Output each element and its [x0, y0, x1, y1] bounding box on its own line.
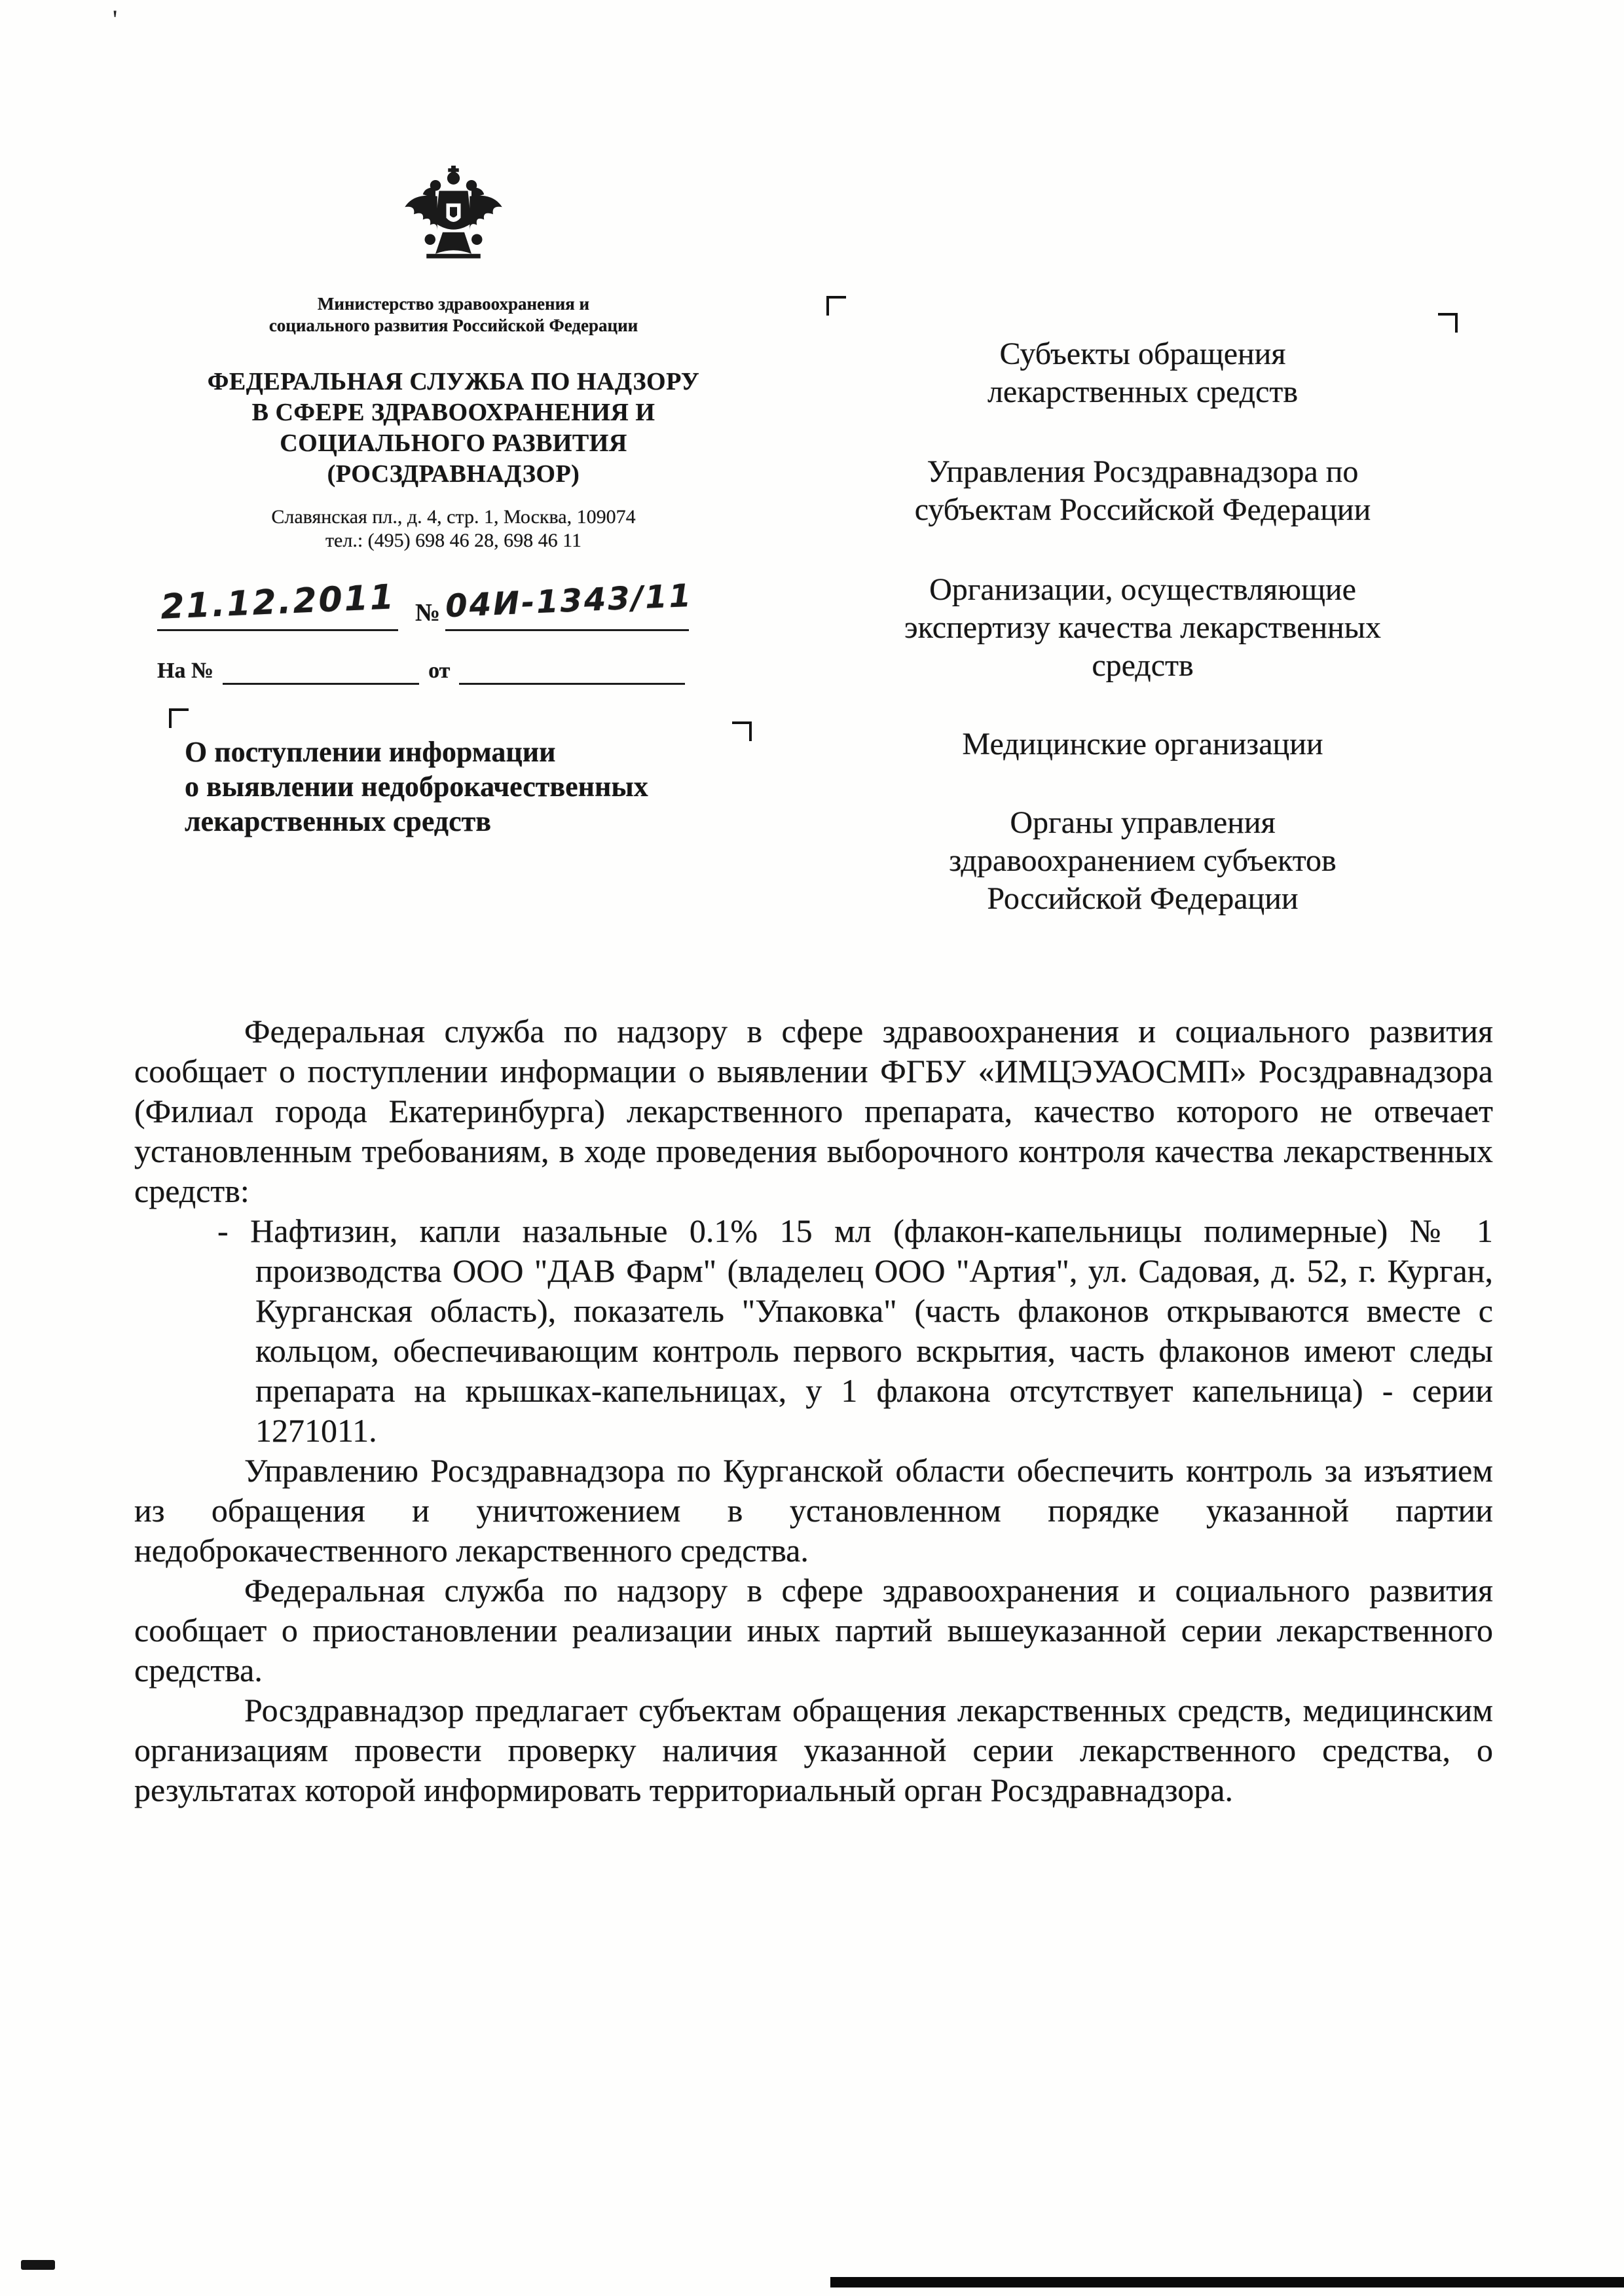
- subject-line: о выявлении недоброкачественных: [185, 771, 648, 803]
- incoming-ref-row: [157, 657, 685, 685]
- incoming-ref-blank: [223, 657, 419, 685]
- defect-list-item: - Нафтизин, капли назальные 0.1% 15 мл (флакон-капельницы полимерные) № 1 производства ООО "ДАВ Фарм" (владелец ООО "Артия", ул. Садовая, д. 52, г. Курган, Курганская область), показатель "Упаковка" (часть флаконов открываются вместе с кольцом, обеспечивающим контроль первого вскрытия, часть флаконов имеют следы препарата на крышках-капельницах, у 1 флакона отсутствует капельница) - серии 1271011.: [217, 1212, 1493, 1449]
- subject-block: [185, 735, 722, 839]
- handwritten-letter-number: 04И-1343/11: [445, 577, 694, 625]
- corner-mark: [826, 296, 846, 316]
- recipient-block: [805, 335, 1480, 411]
- ministry-name: [154, 293, 753, 337]
- incoming-ref-from-label: от: [428, 659, 451, 683]
- recipient-line: Органы управления: [1010, 805, 1276, 840]
- corner-mark: [732, 721, 752, 741]
- recipient-block: [805, 804, 1480, 918]
- ministry-name-line: Министерство здравоохранения и: [317, 294, 590, 314]
- subject-line: лекарственных средств: [185, 805, 491, 837]
- subject-line: О поступлении информации: [185, 736, 556, 768]
- corner-mark: [169, 708, 189, 728]
- agency-name-line: (РОСЗДРАВНАДЗОР): [327, 460, 580, 488]
- letter-body: [134, 1011, 1493, 1810]
- body-paragraph: Федеральная служба по надзору в сфере здравоохранения и социального развития сообщает о поступлении информации о выявлении ФГБУ «ИМЦЭУАОСМП» Росздравнадзора (Филиал города Екатеринбурга) лекарственного препарата, качество которого не отвечает установленным требованиям, в ходе проведения выборочного контроля качества лекарственных средств:: [134, 1013, 1493, 1209]
- scan-speck-bottom-left: [21, 2260, 55, 2270]
- scan-artifact-bar: [830, 2277, 1624, 2287]
- letterhead: [154, 164, 753, 553]
- number-blank-line: [445, 577, 694, 631]
- agency-address: Славянская пл., д. 4, стр. 1, Москва, 109074: [271, 506, 636, 528]
- agency-name-line: В СФЕРЕ ЗДРАВООХРАНЕНИЯ И: [251, 399, 655, 426]
- recipient-line: Медицинские организации: [962, 727, 1323, 761]
- recipient-line: здравоохранением субъектов: [949, 843, 1337, 878]
- recipient-line: Управления Росздравнадзора по: [927, 454, 1359, 489]
- body-paragraph: Росздравнадзор предлагает субъектам обращения лекарственных средств, медицинским организациям провести проверку наличия указанной серии лекарственного средства, о результатах которой информировать территориальный орган Росздравнадзора.: [134, 1692, 1493, 1808]
- agency-name: [154, 367, 753, 490]
- handwritten-date: 21.12.2011: [159, 577, 396, 627]
- incoming-ref-from-blank: [459, 657, 685, 685]
- recipient-line: Организации, осуществляющие: [929, 572, 1356, 607]
- agency-name-line: ФЕДЕРАЛЬНАЯ СЛУЖБА ПО НАДЗОРУ: [207, 368, 700, 395]
- number-sign: №: [415, 599, 441, 627]
- ministry-name-line: социального развития Российской Федерации: [268, 316, 638, 335]
- body-paragraph: Федеральная служба по надзору в сфере здравоохранения и социального развития сообщает о приостановлении реализации иных партий вышеуказанной серии лекарственного средства.: [134, 1572, 1493, 1688]
- recipient-line: Российской Федерации: [987, 881, 1299, 916]
- recipient-line: экспертизу качества лекарственных: [904, 610, 1381, 645]
- recipient-block: [805, 725, 1480, 763]
- corner-mark: [1438, 313, 1458, 333]
- scan-speck-top-left: ': [113, 5, 118, 34]
- date-blank-line: [157, 577, 398, 631]
- coat-of-arms-emblem: [399, 164, 507, 283]
- body-paragraph: Управлению Росздравнадзора по Курганской области обеспечить контроль за изъятием из обращения и уничтожением в установленном порядке указанной партии недоброкачественного лекарственного средства.: [134, 1452, 1493, 1569]
- agency-phone: тел.: (495) 698 46 28, 698 46 11: [325, 530, 582, 551]
- recipient-block: [805, 453, 1480, 529]
- recipient-line: субъектам Российской Федерации: [914, 492, 1371, 527]
- agency-name-line: СОЦИАЛЬНОГО РАЗВИТИЯ: [280, 429, 627, 457]
- incoming-ref-label: На №: [157, 659, 214, 683]
- recipient-block: [805, 571, 1480, 685]
- recipient-line: Субъекты обращения: [999, 337, 1286, 371]
- date-number-row: [157, 577, 786, 639]
- recipient-line: лекарственных средств: [987, 374, 1299, 409]
- recipient-line: средств: [1092, 648, 1194, 683]
